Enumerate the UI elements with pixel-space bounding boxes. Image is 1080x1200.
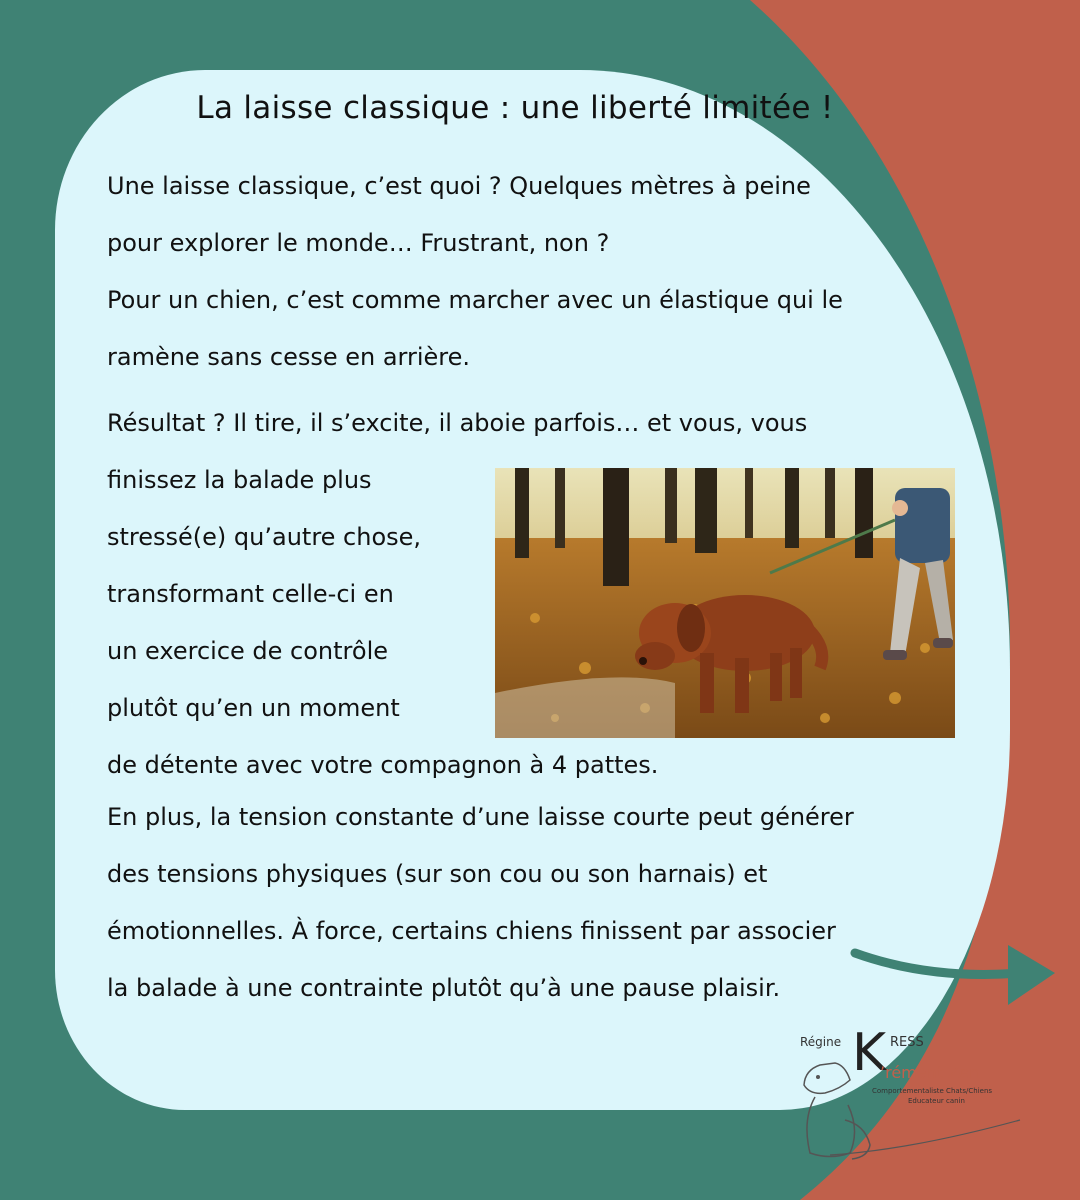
- logo-last-name: RESS: [890, 1035, 924, 1050]
- text-line: ramène sans cesse en arrière.: [107, 343, 471, 371]
- text-line: transformant celle-ci en: [107, 580, 394, 608]
- text-line: Résultat ? Il tire, il s’excite, il aboie parfois… et vous, vous: [107, 409, 808, 437]
- text-line: En plus, la tension constante d’une laisse courte peut générer: [107, 803, 854, 831]
- text-line: pour explorer le monde… Frustrant, non ?: [107, 229, 610, 257]
- logo-letter: K: [852, 1023, 887, 1083]
- paragraph-3: [107, 789, 854, 1017]
- text-line: plutôt qu’en un moment: [107, 694, 400, 722]
- logo-brand: ’rément Zen: [880, 1063, 980, 1082]
- logo-subtitle-2: Educateur canin: [908, 1097, 965, 1105]
- arrow-right-icon[interactable]: [850, 935, 1060, 1010]
- text-line: la balade à une contrainte plutôt qu’à une pause plaisir.: [107, 974, 781, 1002]
- photo-illustration: [495, 468, 955, 738]
- text-line: de détente avec votre compagnon à 4 pattes.: [107, 751, 659, 779]
- logo-subtitle-1: Comportementaliste Chats/Chiens: [872, 1087, 993, 1095]
- brand-logo: [790, 1025, 1030, 1165]
- text-line: des tensions physiques (sur son cou ou son harnais) et: [107, 860, 768, 888]
- text-line: émotionnelles. À force, certains chiens finissent par associer: [107, 917, 836, 945]
- dog-walk-photo: [495, 468, 955, 738]
- logo-first-name: Régine: [800, 1035, 842, 1049]
- page-title: La laisse classique : une liberté limitée !: [196, 90, 834, 126]
- text-line: Une laisse classique, c’est quoi ? Quelques mètres à peine: [107, 172, 811, 200]
- paragraph-1: [107, 158, 843, 386]
- text-line: finissez la balade plus: [107, 466, 372, 494]
- text-line: Pour un chien, c’est comme marcher avec un élastique qui le: [107, 286, 843, 314]
- text-line: stressé(e) qu’autre chose,: [107, 523, 422, 551]
- text-line: un exercice de contrôle: [107, 637, 389, 665]
